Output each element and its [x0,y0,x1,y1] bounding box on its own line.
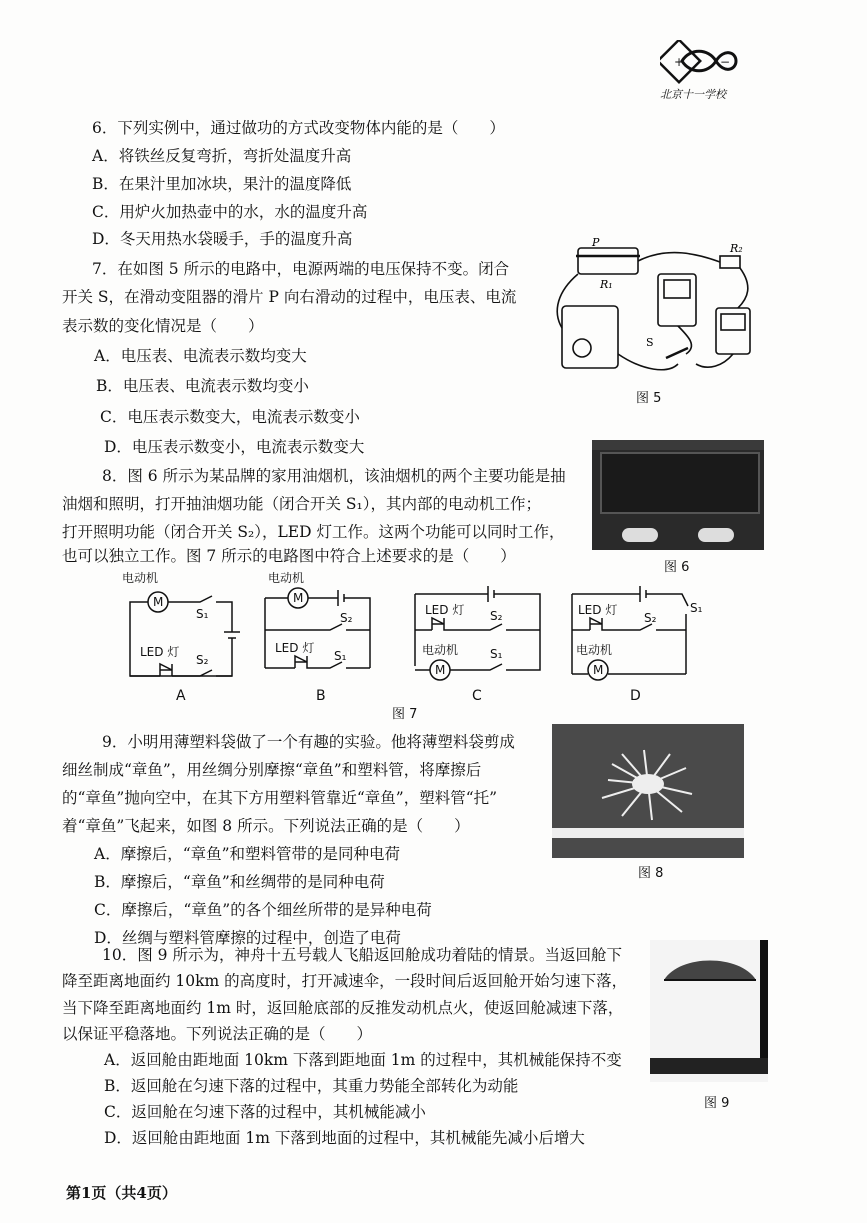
figure-7-caption: 图 7 [392,707,418,722]
q7-option-d: D．电压表示数变小，电流表示数变大 [104,438,365,456]
capsule-parachute-drawing [650,940,768,1082]
q7-option-c: C．电压表示数变大，电流表示数变小 [100,408,360,426]
q7-stem-line2: 开关 S，在滑动变阻器的滑片 P 向右滑动的过程中，电压表、电流 [62,288,517,306]
q10-option-c: C．返回舱在匀速下落的过程中，其机械能减小 [104,1103,426,1121]
q9-stem-line3: 的“章鱼”抛向空中，在其下方用塑料管靠近“章鱼”，塑料管“托” [62,789,498,807]
figure-6-range-hood-photo [592,440,764,550]
label-p: P [592,236,600,249]
logo-caption: 北京十一学校 [660,88,726,101]
q10-stem-line2: 降至距离地面约 10km 的高度时，打开减速伞，一段时间后返回舱开始匀速下落， [62,972,628,990]
q9-option-a: A．摩擦后，“章鱼”和塑料管带的是同种电荷 [94,845,401,863]
q6-option-c: C．用炉火加热壶中的水，水的温度升高 [92,203,368,221]
q9-option-b: B．摩擦后，“章鱼”和丝绸带的是同种电荷 [94,873,385,891]
q10-option-d: D．返回舱由距地面 1m 下落到地面的过程中，其机械能先减小后增大 [104,1129,585,1147]
school-logo [660,40,740,108]
q7-option-a: A．电压表、电流表示数均变大 [94,347,307,365]
figure-9-capsule-landing-photo [650,940,768,1082]
circuit-b-s1: S₁ [334,649,347,663]
figure-6-caption: 图 6 [664,560,690,575]
q10-stem-line1: 10．图 9 所示为，神舟十五号载人飞船返回舱成功着陆的情景。当返回舱下 [102,946,622,964]
circuit-d-m: M [593,663,604,677]
school-emblem-icon [660,40,740,90]
q9-option-d: D．丝绸与塑料管摩擦的过程中，创造了电荷 [94,929,401,947]
q7-stem-line3: 表示数的变化情况是（ ） [62,317,264,335]
circuit-c-s1: S₁ [490,647,503,661]
circuit-d-s1: S₁ [690,601,703,615]
q7-stem-line1: 7．在如图 5 所示的电路中，电源两端的电压保持不变。闭合 [92,260,510,278]
q9-option-c: C．摩擦后，“章鱼”的各个细丝所带的是异种电荷 [94,901,432,919]
circuit-option-d: D [630,688,641,700]
figure-5-caption: 图 5 [636,391,662,406]
figure-8-caption: 图 8 [638,866,664,881]
q8-stem-line1: 8．图 6 所示为某品牌的家用油烟机，该油烟机的两个主要功能是抽 [102,467,566,485]
circuit-d-led: LED 灯 [578,603,618,617]
q8-stem-line4: 也可以独立工作。图 7 所示的电路图中符合上述要求的是（ ） [62,547,516,565]
circuit-a-m: M [153,595,164,609]
circuit-a-s1: S₁ [196,607,209,621]
circuit-option-a: A [176,688,186,700]
q7-option-b: B．电压表、电流表示数均变小 [96,377,309,395]
circuit-a-s2: S₂ [196,653,209,667]
label-s: S [646,336,654,349]
q8-stem-line3: 打开照明功能（闭合开关 S₂），LED 灯工作。这两个功能可以同时工作， [62,523,565,541]
figure-9-caption: 图 9 [704,1096,730,1111]
circuit-a-led: LED 灯 [140,645,180,659]
circuit-a-motor-label: 电动机 [122,571,159,585]
svg-text:−: − [720,55,731,69]
svg-text:+: + [674,55,685,69]
label-r2: R₂ [730,242,743,255]
circuit-d-s2: S₂ [644,611,657,625]
figure-7-circuits [120,570,840,700]
page-footer: 第1页（共4页） [66,1184,177,1202]
q10-option-b: B．返回舱在匀速下落的过程中，其重力势能全部转化为动能 [104,1077,519,1095]
label-r1: R₁ [600,278,613,291]
circuit-b-motor-label: 电动机 [268,571,305,585]
circuit-c-m: M [435,663,446,677]
circuit-d-motor-label: 电动机 [576,643,613,657]
q6-option-b: B．在果汁里加冰块，果汁的温度降低 [92,175,352,193]
q10-stem-line4: 以保证平稳落地。下列说法正确的是（ ） [62,1025,373,1043]
q6-option-d: D．冬天用热水袋暖手，手的温度升高 [92,230,353,248]
circuit-b-m: M [293,591,304,605]
circuit-option-b: B [316,688,326,700]
figure-5-circuit-photo [548,236,763,386]
q9-stem-line1: 9．小明用薄塑料袋做了一个有趣的实验。他将薄塑料袋剪成 [102,733,515,751]
q10-option-a: A．返回舱由距地面 10km 下落到距地面 1m 的过程中，其机械能保持不变 [104,1051,622,1069]
q8-stem-line2: 油烟和照明，打开抽油烟功能（闭合开关 S₁），其内部的电动机工作； [62,495,542,513]
circuit-apparatus-drawing [548,236,763,386]
circuit-b-s2: S₂ [340,611,353,625]
figure-8-octopus-photo [552,724,744,858]
q6-option-a: A．将铁丝反复弯折，弯折处温度升高 [92,147,352,165]
q9-stem-line2: 细丝制成“章鱼”，用丝绸分别摩擦“章鱼”和塑料管，将摩擦后 [62,761,482,779]
plastic-octopus-drawing [552,724,744,858]
circuit-c-led: LED 灯 [425,603,465,617]
q9-stem-line4: 着“章鱼”飞起来，如图 8 所示。下列说法正确的是（ ） [62,817,470,835]
q10-stem-line3: 当下降至距离地面约 1m 时，返回舱底部的反推发动机点火，使返回舱减速下落， [62,999,624,1017]
circuit-option-c: C [472,688,482,700]
circuit-b-led: LED 灯 [275,641,315,655]
circuit-c-s2: S₂ [490,609,503,623]
circuit-c-motor-label: 电动机 [422,643,459,657]
q6-stem: 6．下列实例中，通过做功的方式改变物体内能的是（ ） [92,119,505,137]
